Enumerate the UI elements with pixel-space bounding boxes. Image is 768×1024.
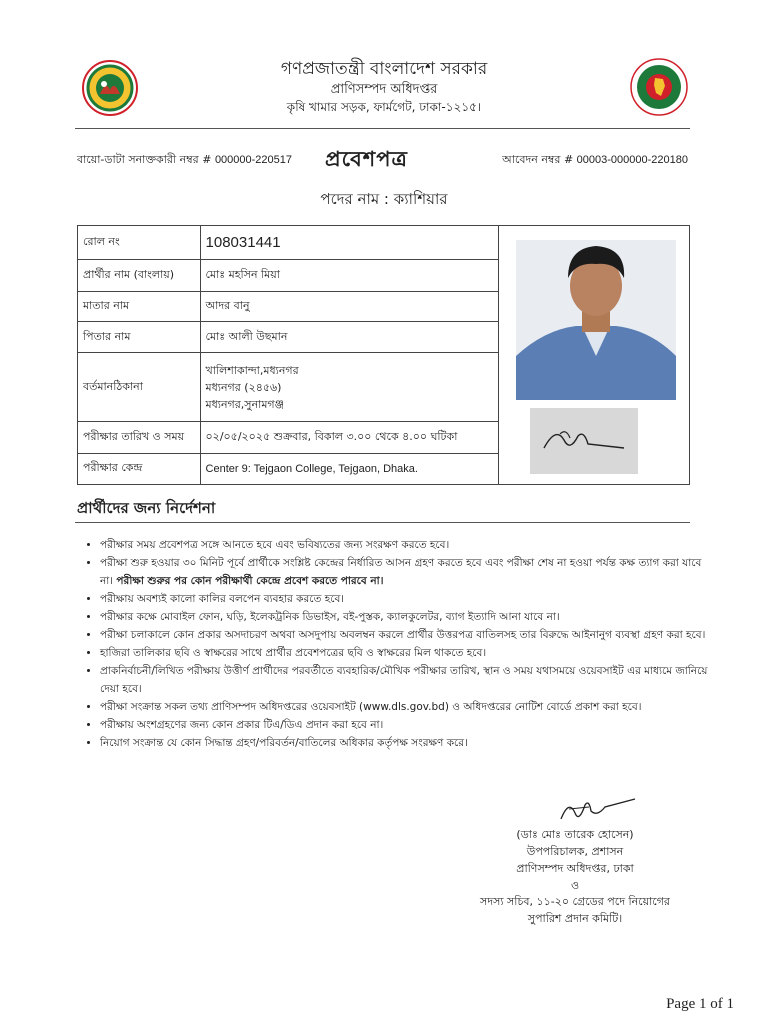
signatory-name: (ডাঃ মোঃ তারেক হোসেন) [516,828,634,841]
instructions-list [88,536,710,752]
signatory-role-2: সুপারিশ প্রদান কমিটি। [527,912,623,925]
instruction-item: • হাজিরা তালিকার ছবি ও স্বাক্ষরের সাথে প্রার্থীর প্রবেশপত্রের ছবি ও স্বাক্ষরের মিল থাকতে হবে। [100,644,710,662]
signatory-role-1: সদস্য সচিব, ১১-২০ গ্রেডের পদে নিয়োগের [480,895,670,908]
address-line: মধ্যনগর (২৪৫৬) [205,380,282,394]
header-divider [75,128,690,129]
name-value: মোঃ মহসিন মিয়া [200,260,498,291]
address-line: মধ্যনগর,সুনামগঞ্জ [205,397,285,411]
instruction-item: • পরীক্ষা সংক্রান্ত সকল তথ্য প্রাণিসম্পদ অধিদপ্তরের ওয়েবসাইট (www.dls.gov.bd) ও অধিদপ্তরের নোটিশ বোর্ডে প্রকাশ করা হবে। [100,698,710,716]
address-label: বর্তমানঠিকানা [78,353,201,422]
instruction-item: • প্রাকনির্বাচনী/লিখিত পরীক্ষায় উত্তীর্ণ প্রার্থীদের পরবর্তীতে ব্যবহারিক/মৌখিক পরীক্ষার তারিখ, স্থান ও সময় যথাসময়ে ওয়েবসাইট এর মাধ্যমে জানিয়ে দেয়া হবে। [100,662,710,698]
candidate-info-table [77,225,690,485]
instruction-text: পরীক্ষা শুরু হওয়ার ৩০ মিনিট পূর্বে প্রার্থীকে সংশ্লিষ্ট কেন্দ্রের নির্ধারিত আসন গ্রহণ করতে হবে এবং পরীক্ষা শেষ না হওয়া পর্যন্ত কক্ষ ত্যাগ করা যাবে না। [100,557,702,587]
roll-label: রোল নং [78,226,201,260]
signatory-office: প্রাণিসম্পদ অধিদপ্তর, ঢাকা [516,862,634,875]
father-value: মোঃ আলী উছমান [200,322,498,353]
name-label: প্রার্থীর নাম (বাংলায়) [78,260,201,291]
instruction-item: • পরীক্ষায় অংশগ্রহণের জন্য কোন প্রকার টিএ/ডিএ প্রদান করা হবে না। [100,716,710,734]
bio-value: 000000-220517 [214,154,293,166]
application-number [502,151,688,170]
instruction-bold-note: পরীক্ষা শুরুর পর কোন পরীক্ষার্থী কেন্দ্রে প্রবেশ করতে পারবে না। [116,575,384,587]
instruction-item: • পরীক্ষায় অবশ্যই কালো কালির বলপেন ব্যবহার করতে হবে। [100,590,710,608]
page-number: Page 1 of 1 [666,996,734,1012]
bio-label: বায়ো-ডাটা সনাক্তকারী নম্বর # [77,153,212,166]
govt-title: গণপ্রজাতন্ত্রী বাংলাদেশ সরকার [280,59,488,79]
instruction-item: • পরীক্ষার কক্ষে মোবাইল ফোন, ঘড়ি, ইলেকট্রনিক ডিভাইস, বই-পুস্তক, ক্যালকুলেটর, ব্যাগ ইত্যাদি আনা যাবে না। [100,608,710,626]
address-line: খালিশাকান্দা,মধ্যনগর [205,363,299,377]
exam-time-value: ০২/০৫/২০২৫ শুক্রবার, বিকাল ৩.০০ থেকে ৪.০০ ঘটিকা [200,422,498,453]
admit-card-title: প্রবেশপত্র [325,147,408,171]
father-label: পিতার নাম [78,322,201,353]
candidate-photo [504,226,684,484]
photo-cell [498,226,689,485]
address-value [200,353,498,422]
app-value: 00003-000000-220180 [576,154,688,166]
instructions-divider [75,522,690,523]
signatory-designation: উপপরিচালক, প্রশাসন [526,845,624,858]
department-address: কৃষি খামার সড়ক, ফার্মগেট, ঢাকা-১২১৫। [286,100,482,114]
mother-label: মাতার নাম [78,291,201,321]
post-name: পদের নাম : ক্যাশিয়ার [320,190,448,208]
instructions-heading: প্রার্থীদের জন্য নির্দেশনা [77,499,216,517]
signatory-conjunction: ও [570,879,580,892]
instruction-item [100,554,710,590]
exam-time-label: পরীক্ষার তারিখ ও সময় [78,422,201,453]
instruction-item: • পরীক্ষার সময় প্রবেশপত্র সঙ্গে আনতে হবে এবং ভবিষ্যতের জন্য সংরক্ষণ করতে হবে। [100,536,710,554]
center-value: Center 9: Tejgaon College, Tejgaon, Dhaka. [200,453,498,484]
bio-data-id [77,151,292,170]
center-label: পরীক্ষার কেন্দ্র [78,453,201,484]
instruction-item: • পরীক্ষা চলাকালে কোন প্রকার অসদাচরণ অথবা অসদুপায় অবলম্বন করলে প্রার্থীর উত্তরপত্র বাতিলসহ তার বিরুদ্ধে আইনানুগ ব্যবস্থা গ্রহণ করা হবে। [100,626,710,644]
mother-value: আদর বানু [200,291,498,321]
app-label: আবেদন নম্বর # [502,153,574,166]
department-name: প্রাণিসম্পদ অধিদপ্তর [330,82,438,97]
instruction-item: • নিয়োগ সংক্রান্ত যে কোন সিদ্ধান্ত গ্রহণ/পরিবর্তন/বাতিলের অধিকার কর্তৃপক্ষ সংরক্ষণ করে। [100,734,710,752]
authority-signature [555,795,640,825]
roll-value: 108031441 [200,226,498,260]
